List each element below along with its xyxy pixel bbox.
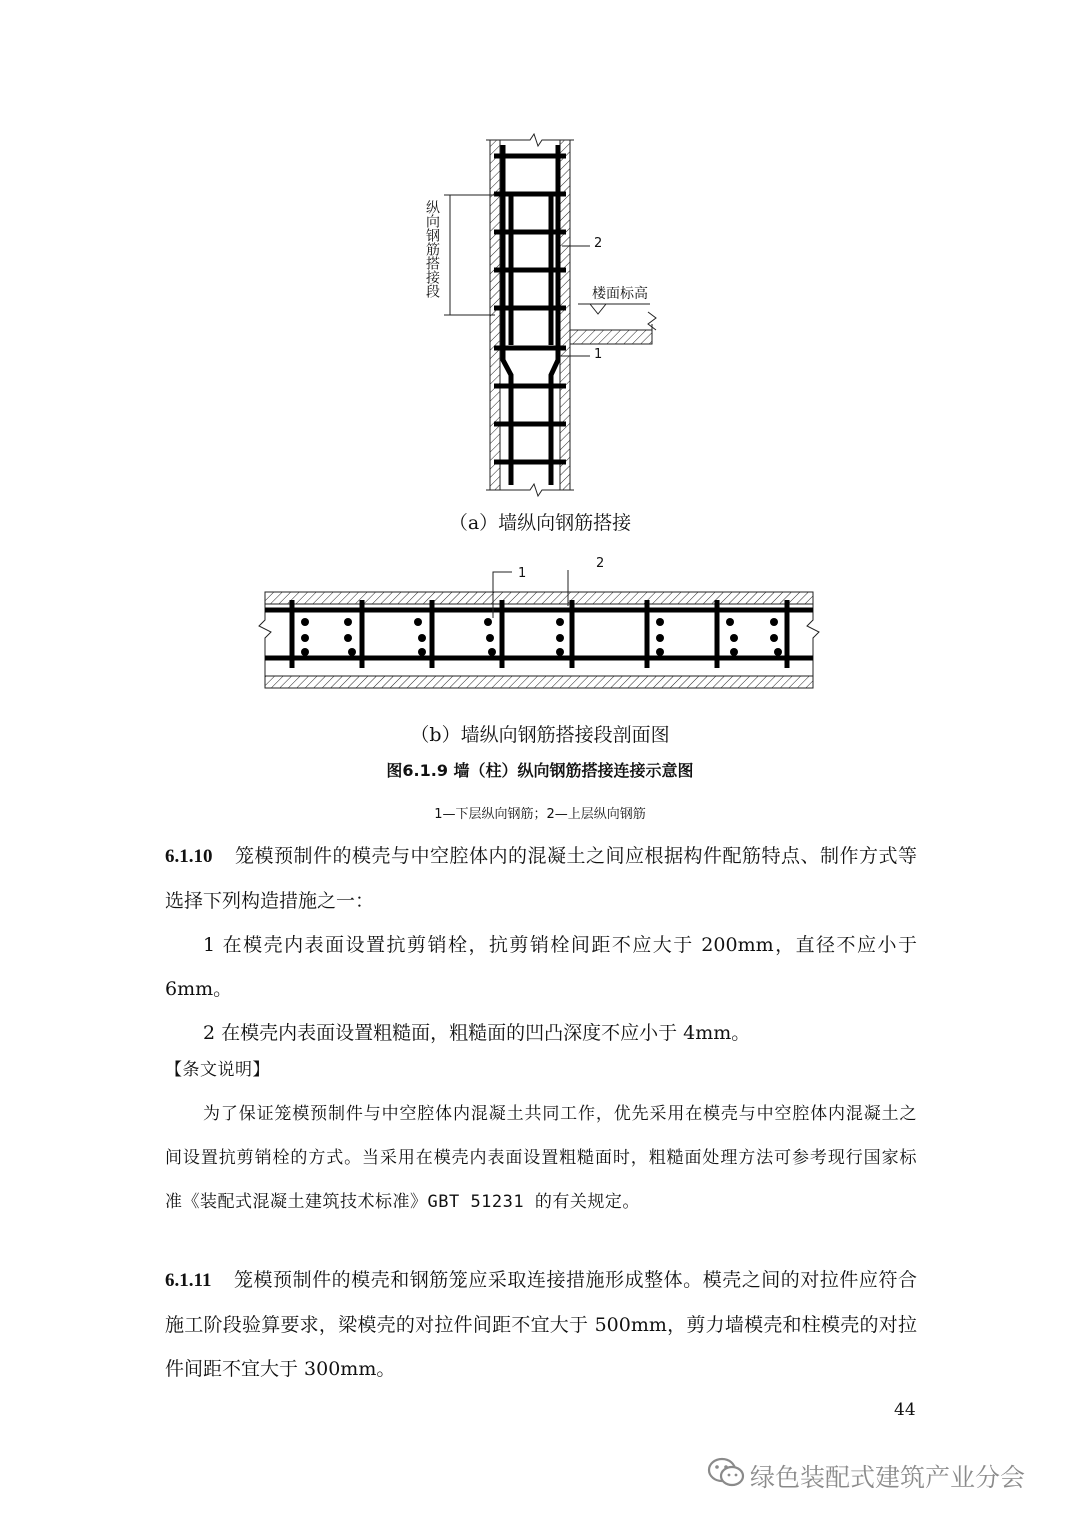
figure-legend: 1—下层纵向钢筋；2—上层纵向钢筋 bbox=[434, 807, 646, 822]
figure-b-wall-lap-section bbox=[255, 570, 825, 695]
page-number: 44 bbox=[894, 1400, 916, 1420]
explanation-text: 为了保证笼模预制件与中空腔体内混凝土共同工作，优先采用在模壳与中空腔体内混凝土之间设置抗剪销栓的方式。当采用在模壳内表面设置粗糙面时，粗糙面处理方法可参考现行国家标准《装配式混凝土建筑技术标准》GBT 51231 的有关规定。 bbox=[165, 1104, 917, 1212]
figure-a-label-1: 1 bbox=[594, 347, 603, 362]
figure-b-label-1: 1 bbox=[518, 566, 527, 581]
clause-item-2: 2 在模壳内表面设置粗糙面，粗糙面的凹凸深度不应小于 4mm。 bbox=[203, 1022, 751, 1044]
figure-b-label-2: 2 bbox=[596, 556, 605, 571]
clause-6-1-11 bbox=[165, 1258, 917, 1391]
figure-a-label-2: 2 bbox=[594, 236, 603, 251]
figure-a-side-label: 纵向钢筋搭接段 bbox=[424, 200, 440, 298]
clause-6-1-10-paragraph bbox=[165, 834, 917, 923]
clause-item-1: 1 在模壳内表面设置抗剪销栓，抗剪销栓间距不应大于 200mm，直径不应小于 6mm。 bbox=[165, 934, 917, 1000]
watermark-text: 绿色装配式建筑产业分会 bbox=[750, 1463, 1026, 1492]
clause-text: 笼模预制件的模壳和钢筋笼应采取连接措施形成整体。模壳之间的对拉件应符合施工阶段验算要求，梁模壳的对拉件间距不宜大于 500mm，剪力墙模壳和柱模壳的对拉件间距不宜大于 300mm。 bbox=[165, 1269, 917, 1380]
figure-a-caption: （a）墙纵向钢筋搭接 bbox=[448, 512, 632, 534]
clause-6-1-10 bbox=[165, 834, 917, 1055]
clause-number: 6.1.10 bbox=[165, 846, 213, 867]
clause-number: 6.1.11 bbox=[165, 1270, 212, 1291]
figure-b-caption: （b）墙纵向钢筋搭接段剖面图 bbox=[410, 724, 670, 746]
explanation-heading: 【条文说明】 bbox=[165, 1060, 270, 1080]
figure-a-floor-label: 楼面标高 bbox=[592, 286, 648, 302]
explanation-section bbox=[165, 1048, 917, 1224]
wechat-icon bbox=[706, 1456, 746, 1490]
figure-a-wall-lap-elevation bbox=[400, 130, 680, 500]
clause-text: 笼模预制件的模壳与中空腔体内的混凝土之间应根据构件配筋特点、制作方式等选择下列构造措施之一： bbox=[165, 845, 917, 912]
clause-6-1-11-paragraph bbox=[165, 1258, 917, 1391]
figure-title: 图6.1.9 墙（柱）纵向钢筋搭接连接示意图 bbox=[386, 761, 694, 780]
